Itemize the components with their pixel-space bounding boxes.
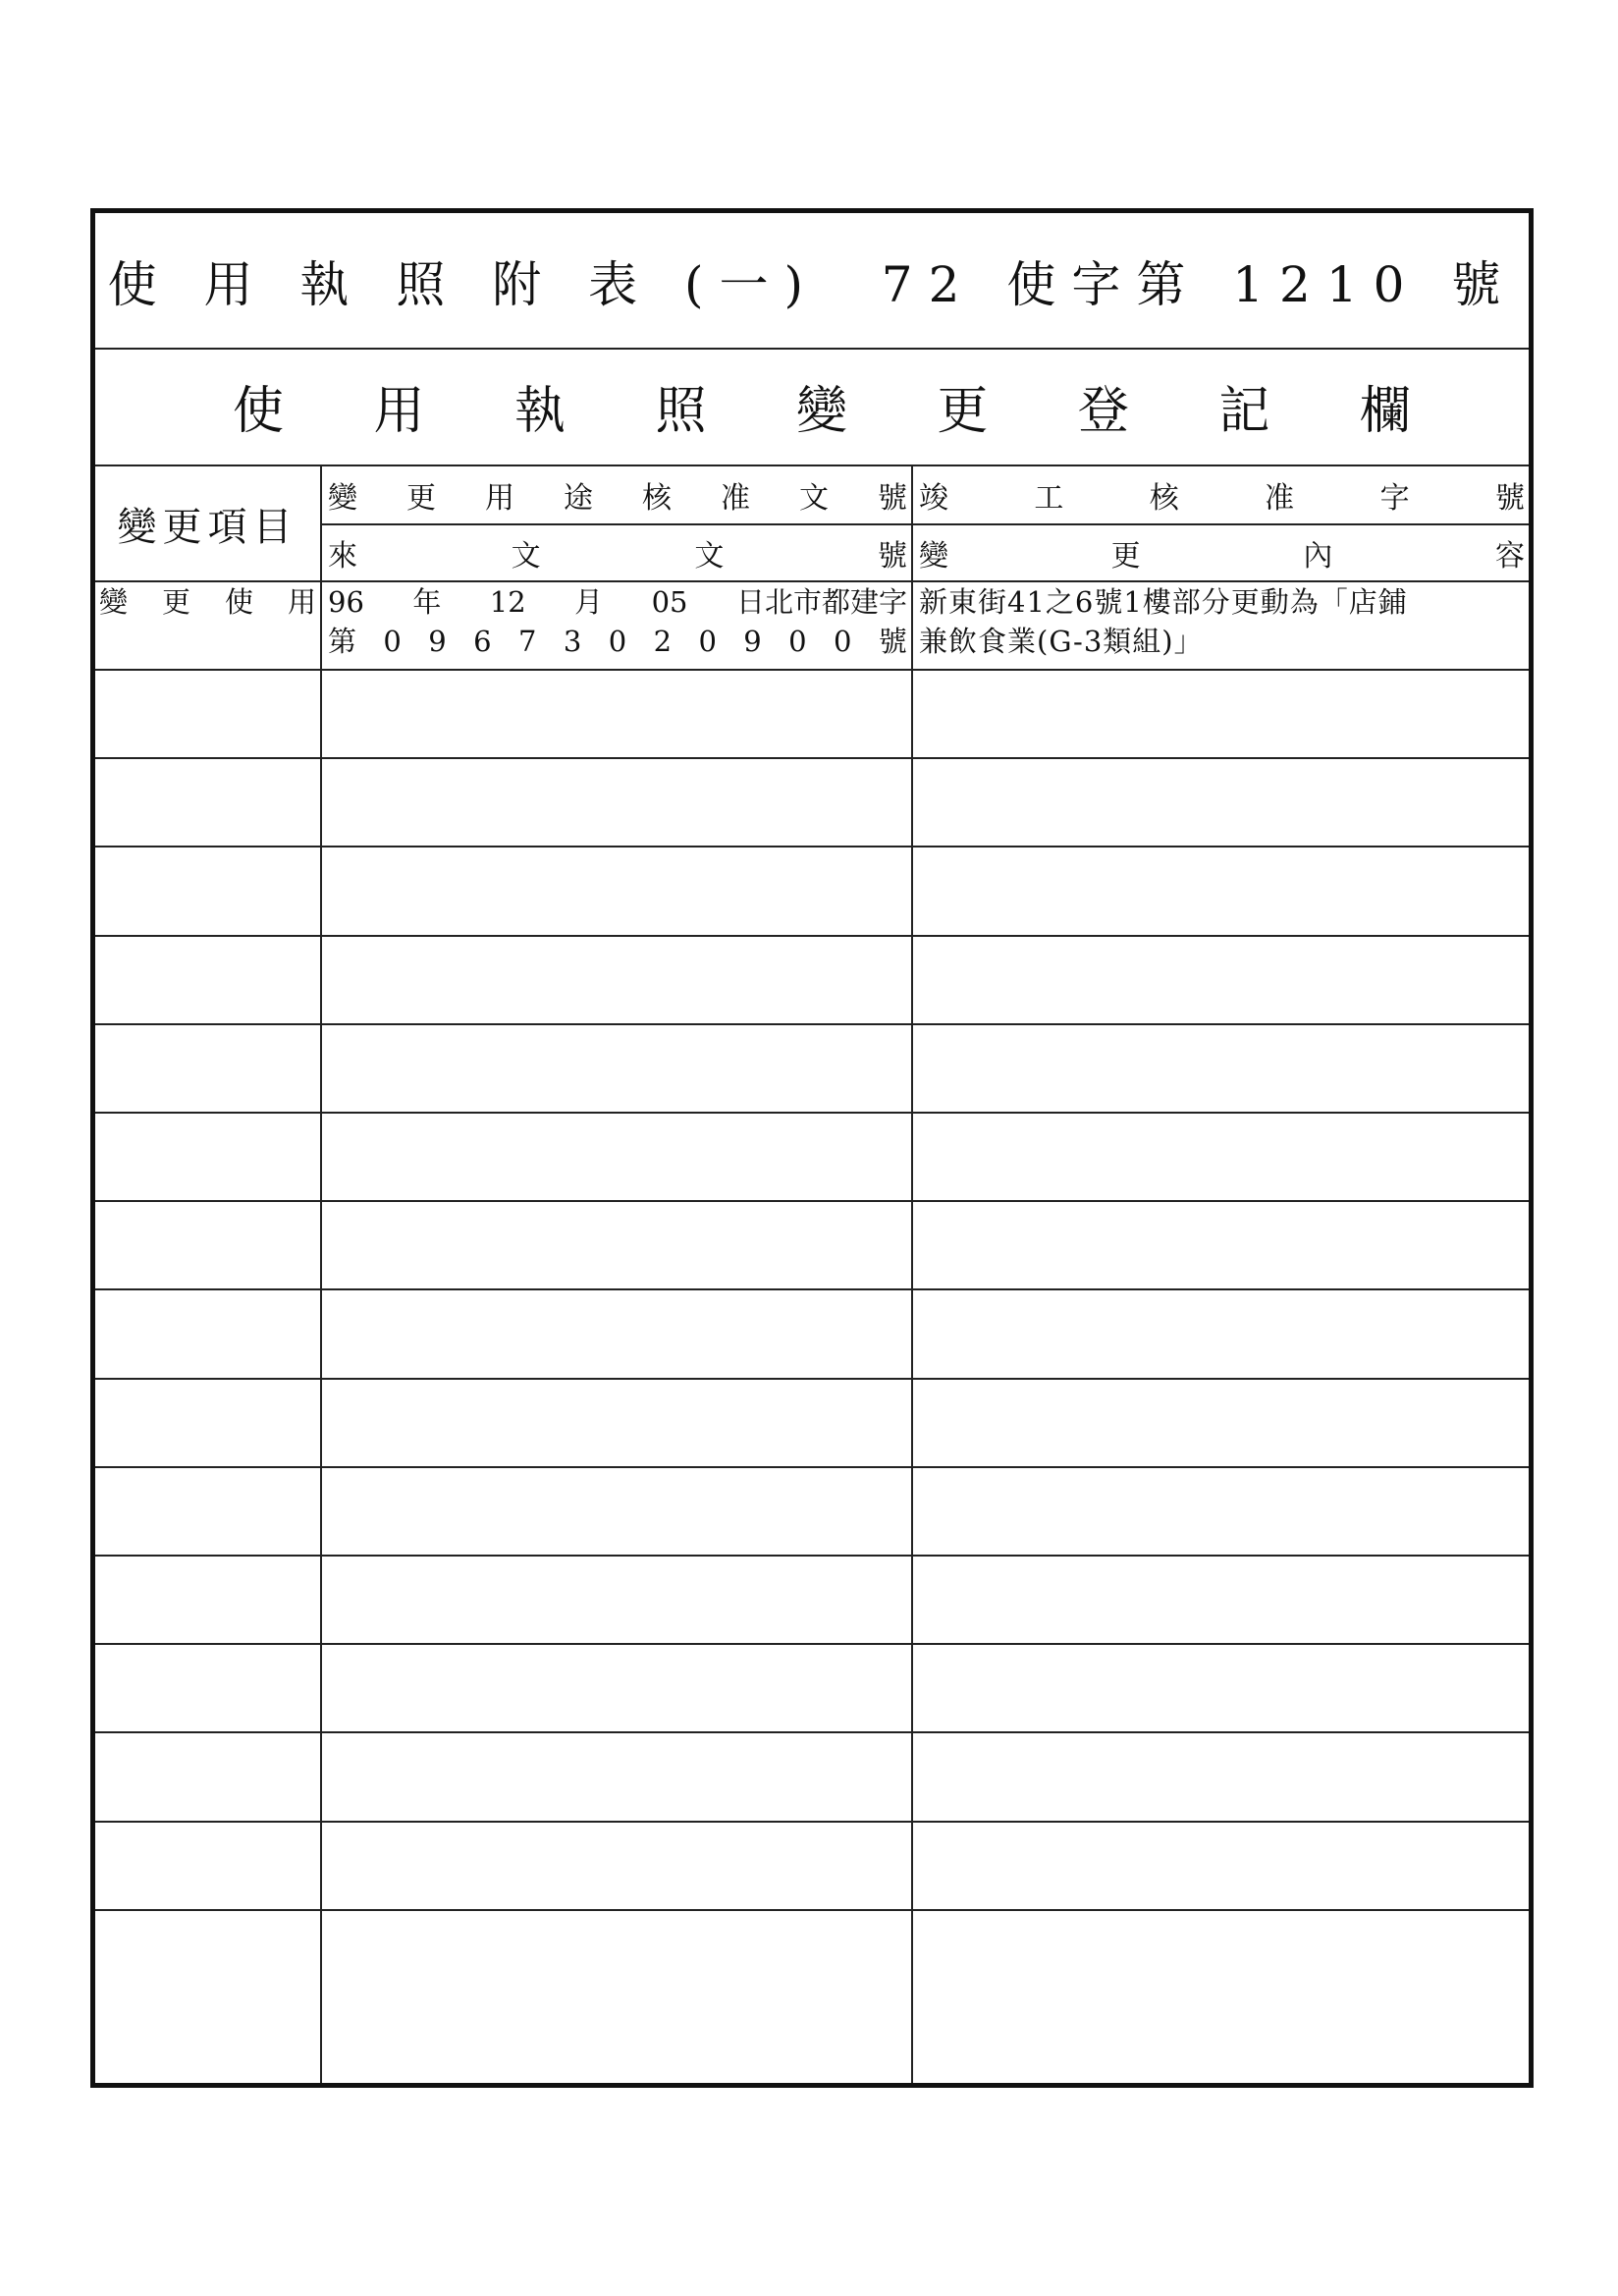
license-form: [90, 208, 1534, 2088]
banner-char: 用: [373, 382, 425, 441]
entry-doc-cell: [324, 582, 911, 667]
entry-item-cell: [95, 582, 320, 667]
form-title-row: [95, 213, 1529, 350]
entry-content-line1: 新東街41之6號1樓部分更動為「店鋪: [919, 585, 1408, 619]
banner-char: 欄: [1359, 382, 1411, 441]
row-divider: [95, 757, 1529, 759]
entry-item-char: 使: [224, 585, 253, 619]
header-char: 准: [1265, 481, 1295, 516]
header-completion-approval-no: [915, 466, 1529, 523]
entry-doc-part: 日北市都建字: [735, 585, 907, 619]
row-divider: [95, 1023, 1529, 1025]
header-char: 核: [1149, 481, 1179, 516]
entry-doc-part: 6: [473, 625, 492, 658]
header-char: 變: [919, 539, 948, 574]
entry-content-line2: 兼飲食業(G-3類組)」: [919, 625, 1204, 658]
entry-doc-part: 0: [698, 625, 717, 658]
entry-doc-line2: [324, 622, 911, 661]
section-banner: [95, 348, 1529, 466]
header-char: 號: [877, 539, 907, 574]
entry-doc-part: 第: [328, 625, 357, 658]
header-incoming-doc-no: [324, 525, 911, 580]
entry-doc-part: 3: [563, 625, 582, 658]
entry-doc-part: 2: [653, 625, 673, 658]
header-char: 字: [1379, 481, 1410, 516]
row-divider: [95, 1288, 1529, 1290]
row-divider: [95, 846, 1529, 847]
entry-doc-part: 年: [412, 585, 442, 619]
banner-char: 變: [795, 382, 847, 441]
entry-doc-part: 12: [489, 585, 526, 619]
banner-char: 照: [655, 382, 707, 441]
banner-char: 更: [937, 382, 989, 441]
header-char: 文: [511, 539, 541, 574]
record-grid: [95, 466, 1529, 2083]
entry-doc-line1: [324, 582, 911, 622]
form-title: 使 用 執 照 附 表 (一) 72 使字第 1210 號: [107, 255, 1517, 313]
header-item-label: [95, 466, 320, 580]
row-divider: [95, 1466, 1529, 1468]
row-divider: [95, 1643, 1529, 1645]
entry-item-char: 變: [99, 585, 129, 619]
entry-content-cell: [915, 582, 1529, 667]
header-approval-doc-no: [324, 466, 911, 523]
header-char: 准: [721, 481, 750, 516]
entry-doc-part: 月: [574, 585, 604, 619]
header-item-text: 變更項目: [117, 504, 298, 550]
entry-doc-part: 9: [743, 625, 762, 658]
header-char: 用: [485, 481, 514, 516]
row-divider: [95, 1200, 1529, 1202]
entry-item-char: 用: [287, 585, 316, 619]
entry-doc-part: 7: [518, 625, 537, 658]
entry-item-char: 更: [161, 585, 190, 619]
banner-char: 執: [513, 382, 566, 441]
banner-char: 記: [1218, 382, 1270, 441]
header-char: 竣: [919, 481, 948, 516]
header-char: 號: [878, 481, 907, 516]
banner-char: 登: [1077, 382, 1129, 441]
row-divider: [95, 935, 1529, 937]
entry-doc-part: 0: [608, 625, 627, 658]
row-divider: [95, 1909, 1529, 1911]
row-divider: [95, 1112, 1529, 1114]
header-char: 核: [642, 481, 672, 516]
row-divider: [95, 1555, 1529, 1557]
entry-doc-part: 9: [428, 625, 447, 658]
header-char: 內: [1303, 539, 1333, 574]
header-char: 容: [1494, 539, 1525, 574]
header-char: 號: [1494, 481, 1525, 516]
header-char: 變: [328, 481, 357, 516]
header-char: 來: [328, 539, 357, 574]
entry-doc-part: 96: [328, 585, 364, 619]
column-divider: [911, 466, 913, 2083]
column-divider: [320, 466, 322, 2083]
entry-doc-part: 號: [878, 625, 907, 658]
header-char: 工: [1034, 481, 1064, 516]
entry-doc-part: 0: [383, 625, 402, 658]
row-divider: [95, 669, 1529, 671]
row-divider: [95, 1378, 1529, 1380]
header-char: 更: [1110, 539, 1141, 574]
header-char: 文: [799, 481, 829, 516]
entry-doc-part: 05: [651, 585, 688, 619]
banner-char: 使: [233, 382, 285, 441]
header-char: 文: [694, 539, 725, 574]
row-divider: [95, 1821, 1529, 1823]
entry-doc-part: 0: [834, 625, 852, 658]
header-change-content: [915, 525, 1529, 580]
entry-doc-part: 0: [788, 625, 807, 658]
entry-item: [95, 582, 320, 622]
header-char: 更: [406, 481, 436, 516]
row-divider: [95, 1731, 1529, 1733]
header-char: 途: [564, 481, 593, 516]
